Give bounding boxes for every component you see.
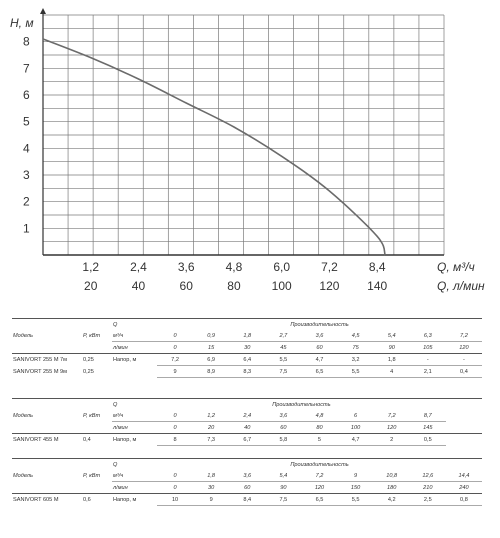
head-value: 5,8 [265, 434, 301, 446]
flow-m3h-value: 0,9 [193, 330, 229, 342]
flow-lmin-value: 145 [410, 422, 446, 434]
blank [112, 366, 157, 378]
header-model: Модель [13, 472, 33, 479]
table-row [12, 366, 482, 378]
flow-m3h-value: 2,7 [265, 330, 301, 342]
header-q: Q [112, 459, 157, 471]
header-q: Q [112, 399, 157, 411]
head-value: 7,3 [193, 434, 229, 446]
head-value: 3,2 [338, 354, 374, 366]
y-axis-arrow [40, 8, 46, 14]
head-value: 0,8 [446, 494, 482, 506]
x-tick-label: 4,8 [225, 260, 243, 274]
header-performance: Производительность [157, 319, 482, 331]
head-value: 5,5 [338, 366, 374, 378]
y-tick-label: 5 [23, 114, 30, 129]
x-tick-label-2: 60 [179, 279, 193, 293]
head-value: 5,5 [265, 354, 301, 366]
performance-table-255 [12, 318, 482, 378]
x-axis-label: Q, м³/ч [437, 260, 475, 274]
head-value: 9 [157, 366, 193, 378]
head-value: 2,5 [410, 494, 446, 506]
flow-lmin-value: 120 [374, 422, 410, 434]
table-row [12, 399, 482, 411]
header-power: P, кВт [83, 472, 101, 479]
flow-m3h-value: 5,4 [265, 470, 301, 482]
head-value: 4,7 [338, 434, 374, 446]
model-power: 0,25 [83, 368, 94, 375]
y-tick-label: 1 [23, 221, 30, 236]
flow-m3h-value: 6 [338, 410, 374, 422]
head-value: 2 [374, 434, 410, 446]
table [12, 458, 482, 506]
performance-table-605 [12, 458, 482, 506]
flow-m3h-value: 3,6 [229, 470, 265, 482]
flow-m3h-value: 5,4 [374, 330, 410, 342]
model-name: SANIVORT 255 M 7м [13, 356, 68, 363]
header-blank [82, 459, 112, 471]
series-curve [43, 39, 385, 255]
model-power: 0,25 [83, 356, 94, 363]
model-power: 0,4 [83, 436, 91, 443]
head-value: 7,5 [265, 494, 301, 506]
flow-m3h-value: 6,3 [410, 330, 446, 342]
flow-lmin-value: 20 [193, 422, 229, 434]
head-value: 6,7 [229, 434, 265, 446]
flow-lmin-value: 75 [338, 342, 374, 354]
head-value: 6,4 [229, 354, 265, 366]
head-value: 9 [193, 494, 229, 506]
unit-lmin: л/мин [112, 482, 157, 494]
flow-lmin-value: 30 [193, 482, 229, 494]
pad [446, 399, 482, 411]
header-model: Модель [13, 412, 33, 419]
table-row [12, 354, 482, 366]
y-tick-label: 3 [23, 168, 30, 182]
x-tick-label: 7,2 [321, 260, 338, 274]
table [12, 318, 482, 378]
header-performance: Производительность [157, 399, 446, 411]
x-tick-label-2: 100 [271, 279, 292, 293]
flow-lmin-value: 30 [229, 342, 265, 354]
y-tick-labels [23, 35, 30, 236]
x-tick-label-2: 140 [367, 279, 388, 293]
flow-m3h-value: 14,4 [446, 470, 482, 482]
flow-m3h-value: 1,8 [229, 330, 265, 342]
flow-m3h-value: 4,5 [338, 330, 374, 342]
chart-grid [43, 15, 444, 255]
flow-lmin-value: 120 [301, 482, 337, 494]
unit-lmin: л/мин [112, 342, 157, 354]
flow-lmin-value: 120 [446, 342, 482, 354]
flow-m3h-value: 0 [157, 470, 193, 482]
header-power: P, кВт [83, 412, 101, 419]
x-tick-label: 3,6 [177, 260, 195, 274]
head-value: 5 [301, 434, 337, 446]
x-tick-label-2: 120 [319, 279, 340, 293]
table-row [12, 410, 482, 422]
blank [12, 342, 82, 354]
flow-lmin-value: 90 [265, 482, 301, 494]
head-value: 8,4 [229, 494, 265, 506]
flow-m3h-value: 1,2 [193, 410, 229, 422]
head-value: 8 [157, 434, 193, 446]
model-name: SANIVORT 455 M [13, 436, 59, 443]
x-tick-label: 8,4 [368, 260, 386, 274]
head-value: 7,2 [157, 354, 193, 366]
head-value: 8,3 [229, 366, 265, 378]
flow-m3h-value: 2,4 [229, 410, 265, 422]
flow-lmin-value: 90 [374, 342, 410, 354]
flow-m3h-value: 10,8 [374, 470, 410, 482]
performance-table-455 [12, 398, 482, 446]
header-performance: Производительность [157, 459, 482, 471]
head-value: 6,9 [193, 354, 229, 366]
blank [82, 482, 112, 494]
flow-m3h-value: 1,8 [193, 470, 229, 482]
head-value: 6,5 [301, 366, 337, 378]
table-row [12, 342, 482, 354]
x-tick-label: 1,2 [82, 260, 100, 274]
blank [12, 482, 82, 494]
table-row [12, 422, 482, 434]
model-name: SANIVORT 605 M [13, 496, 59, 503]
flow-m3h-value: 8,7 [410, 410, 446, 422]
head-label: Напор, м [113, 496, 137, 503]
head-value: 4,7 [301, 354, 337, 366]
flow-lmin-value: 0 [157, 342, 193, 354]
table-row [12, 434, 482, 446]
flow-lmin-value: 80 [301, 422, 337, 434]
model-name: SANIVORT 255 M 9м [13, 368, 68, 375]
unit-lmin: л/мин [112, 422, 157, 434]
x-tick-label: 2,4 [130, 260, 147, 274]
head-label: Напор, м [113, 436, 137, 443]
series-line [43, 39, 385, 255]
head-label: Напор, м [113, 356, 137, 363]
model-power: 0,6 [83, 496, 91, 503]
flow-lmin-value: 0 [157, 422, 193, 434]
flow-m3h-value: 0 [157, 330, 193, 342]
flow-m3h-value: 3,6 [301, 330, 337, 342]
header-blank [12, 459, 82, 471]
head-value: 6,5 [301, 494, 337, 506]
table-row [12, 494, 482, 506]
unit-m3h: м³/ч [112, 410, 157, 422]
flow-lmin-value: 180 [374, 482, 410, 494]
flow-lmin-value: 0 [157, 482, 193, 494]
table-row [12, 459, 482, 471]
y-axis-label: H, м [10, 16, 34, 30]
flow-lmin-value: 60 [229, 482, 265, 494]
head-value: 0,4 [446, 366, 482, 378]
y-tick-label: 6 [23, 88, 30, 102]
flow-lmin-value: 240 [446, 482, 482, 494]
header-blank [12, 319, 82, 331]
blank [82, 342, 112, 354]
head-value: 2,1 [410, 366, 446, 378]
flow-m3h-value: 9 [338, 470, 374, 482]
blank [12, 422, 82, 434]
flow-m3h-value: 7,2 [446, 330, 482, 342]
flow-m3h-value: 0 [157, 410, 193, 422]
x-tick-label-2: 40 [131, 279, 146, 293]
head-value: 5,5 [338, 494, 374, 506]
flow-lmin-value: 105 [410, 342, 446, 354]
flow-m3h-value: 7,2 [374, 410, 410, 422]
flow-m3h-value: 7,2 [301, 470, 337, 482]
head-value: 4,2 [374, 494, 410, 506]
table [12, 398, 482, 446]
flow-lmin-value: 60 [301, 342, 337, 354]
flow-lmin-value: 150 [338, 482, 374, 494]
head-value: 8,9 [193, 366, 229, 378]
pad [446, 410, 482, 422]
x-tick-label-2: 80 [227, 279, 241, 293]
flow-m3h-value: 12,6 [410, 470, 446, 482]
header-blank [82, 319, 112, 331]
flow-m3h-value: 3,6 [265, 410, 301, 422]
head-value: 0,5 [410, 434, 446, 446]
x-tick-labels [82, 260, 387, 293]
y-tick-label: 4 [23, 141, 30, 156]
header-power: P, кВт [83, 332, 101, 339]
blank [82, 422, 112, 434]
header-blank [82, 399, 112, 411]
table-row [12, 319, 482, 331]
unit-m3h: м³/ч [112, 330, 157, 342]
table-row [12, 330, 482, 342]
x-tick-label: 6,0 [273, 260, 291, 274]
flow-lmin-value: 45 [265, 342, 301, 354]
head-value: 10 [157, 494, 193, 506]
head-value: 1,8 [374, 354, 410, 366]
pad [446, 422, 482, 434]
head-value: 4 [374, 366, 410, 378]
flow-lmin-value: 40 [229, 422, 265, 434]
head-value: - [410, 354, 446, 366]
header-q: Q [112, 319, 157, 331]
x-axis-label-2: Q, л/мин [437, 279, 485, 293]
table-row [12, 482, 482, 494]
head-value: - [446, 354, 482, 366]
flow-lmin-value: 100 [338, 422, 374, 434]
flow-lmin-value: 15 [193, 342, 229, 354]
header-blank [12, 399, 82, 411]
flow-lmin-value: 60 [265, 422, 301, 434]
y-tick-label: 7 [23, 61, 30, 76]
table-row [12, 470, 482, 482]
header-model: Модель [13, 332, 33, 339]
y-tick-label: 2 [23, 194, 30, 209]
pad [446, 434, 482, 446]
unit-m3h: м³/ч [112, 470, 157, 482]
x-tick-label-2: 20 [84, 279, 98, 293]
y-tick-label: 8 [23, 34, 30, 49]
flow-m3h-value: 4,8 [301, 410, 337, 422]
flow-lmin-value: 210 [410, 482, 446, 494]
head-value: 7,5 [265, 366, 301, 378]
